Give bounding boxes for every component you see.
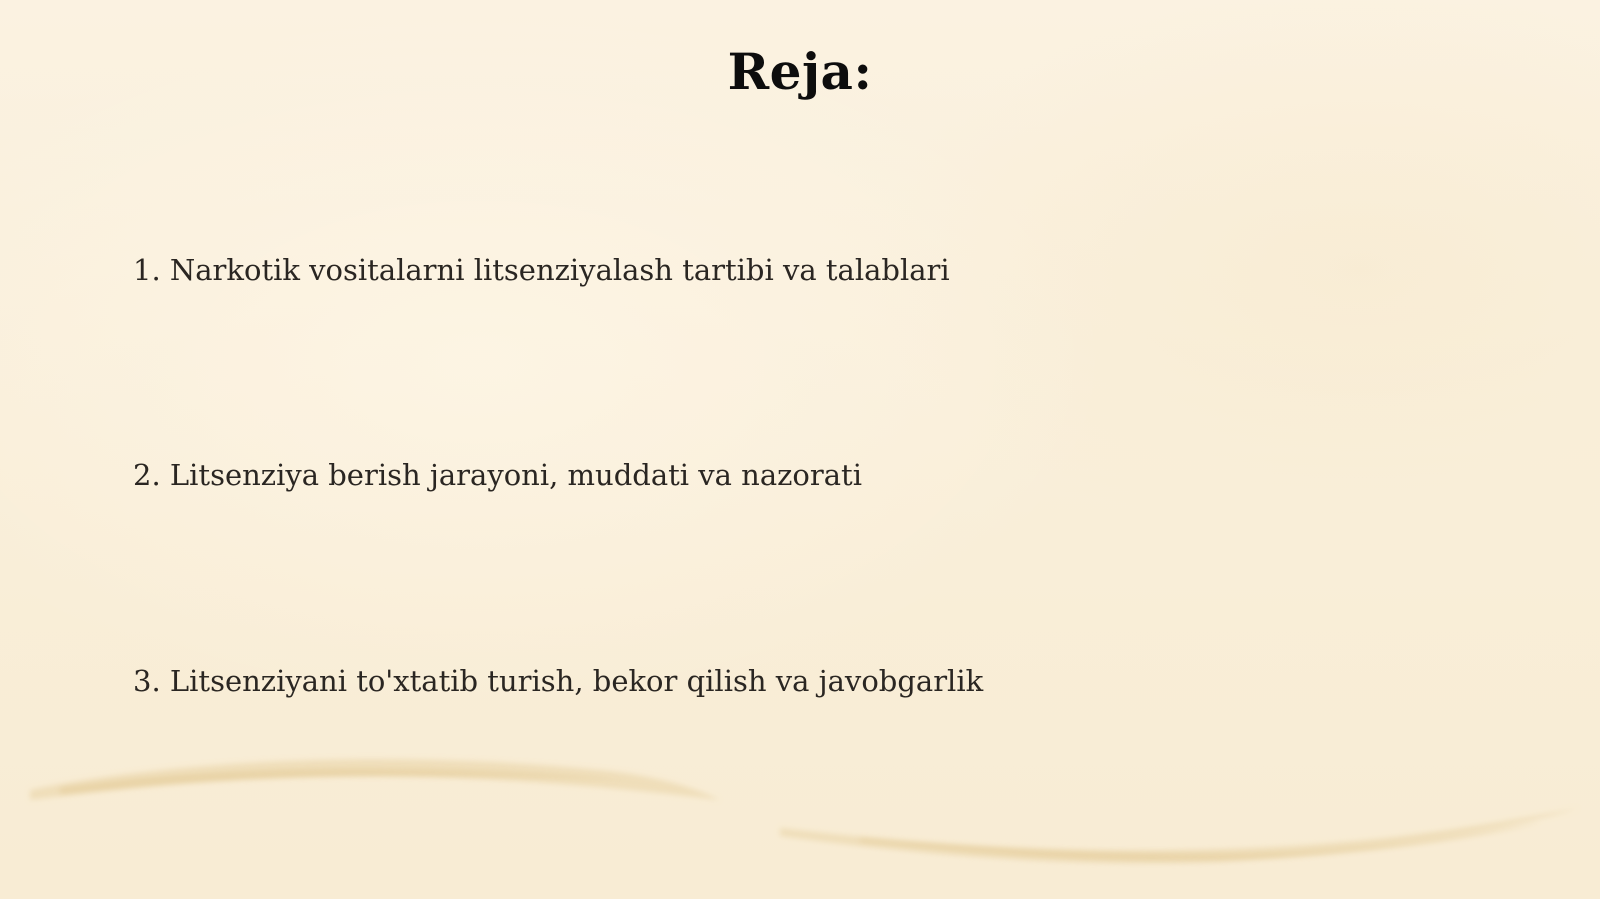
brush-stroke-left [30, 759, 720, 800]
brush-stroke-left-inner [60, 769, 620, 794]
slide-title: Reja: [727, 42, 873, 101]
brush-stroke-right [780, 808, 1580, 863]
brush-stroke-right-inner [860, 822, 1540, 860]
plan-item-2: 2. Litsenziya berish jarayoni, muddati va nazorati [133, 458, 862, 492]
plan-item-1: 1. Narkotik vositalarni litsenziyalash tartibi va talablari [133, 253, 950, 287]
plan-item-3: 3. Litsenziyani to'xtatib turish, bekor qilish va javobgarlik [133, 664, 984, 698]
